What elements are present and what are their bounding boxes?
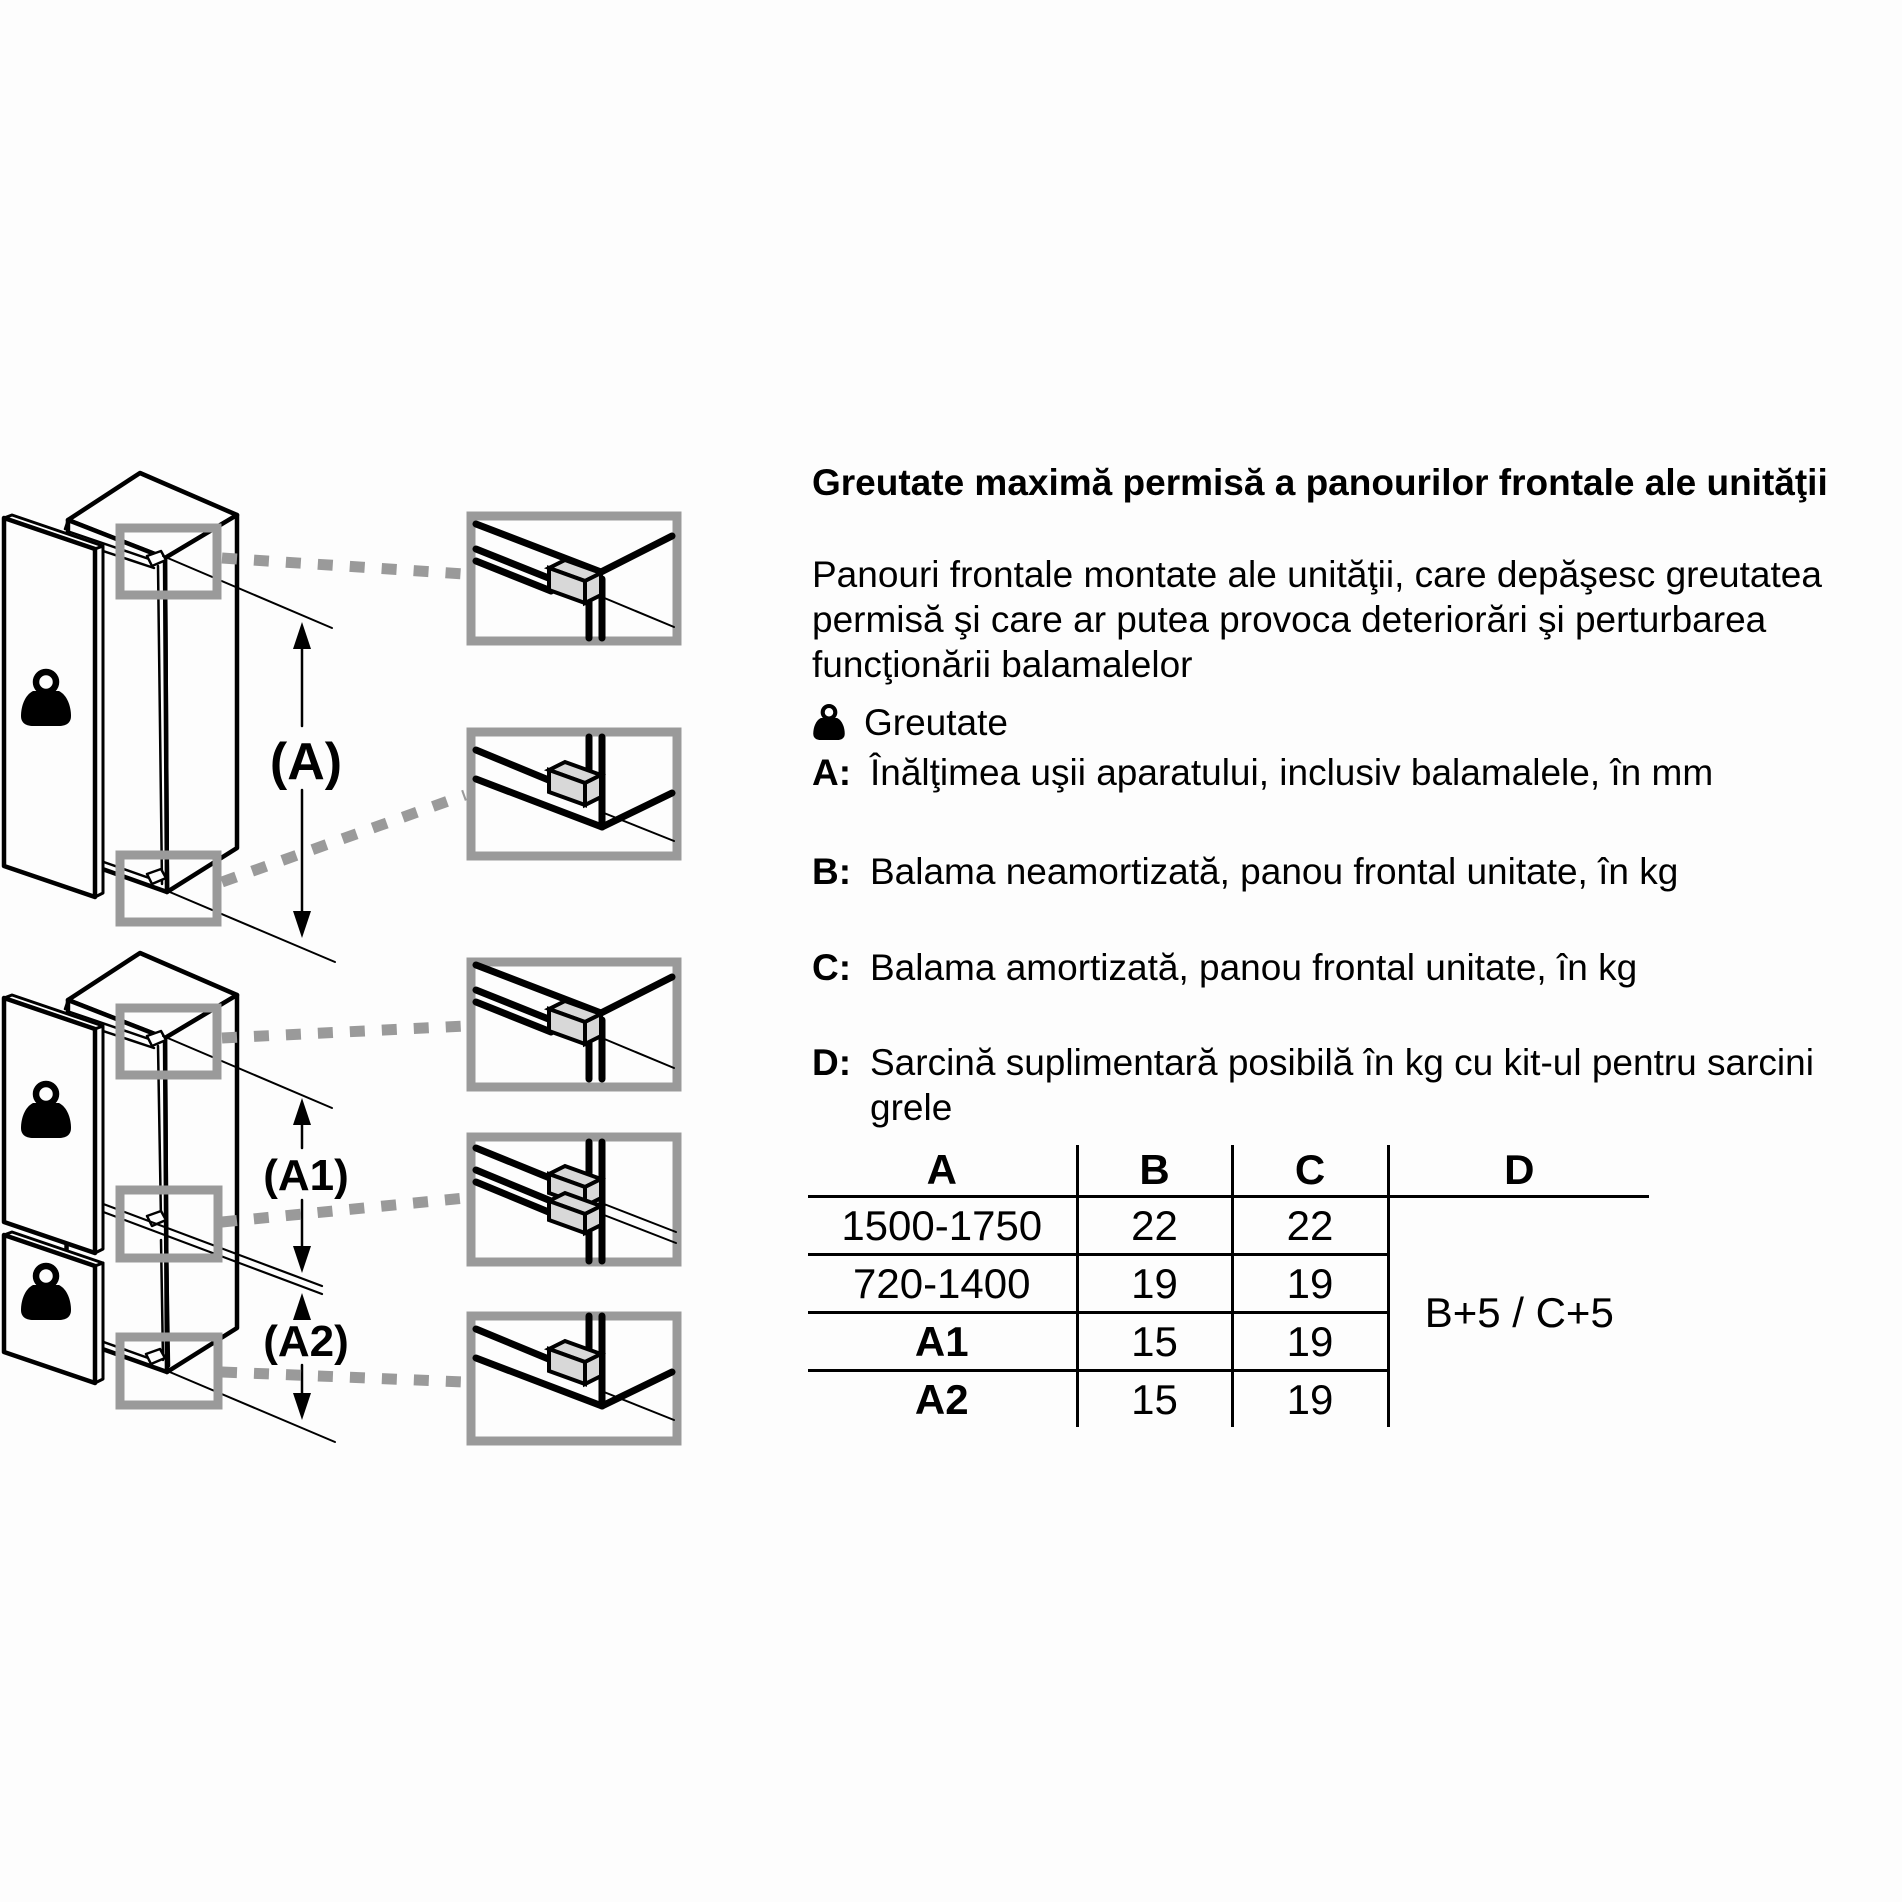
legend-key: B: — [812, 851, 852, 892]
legend-key: D: — [812, 1042, 852, 1083]
legend-item-a — [812, 750, 1874, 795]
cell-c: 22 — [1232, 1197, 1388, 1255]
legend-key: A: — [812, 752, 852, 793]
cell-a: 720-1400 — [808, 1255, 1077, 1313]
front-panel-illustration — [4, 515, 103, 897]
legend-key: C: — [812, 947, 852, 988]
weight-legend-row — [812, 700, 1812, 746]
cell-b: 15 — [1077, 1371, 1232, 1428]
weight-label: Greutate — [864, 702, 1008, 743]
cell-a: A2 — [808, 1371, 1077, 1428]
cell-c: 19 — [1232, 1313, 1388, 1371]
installation-diagram — [0, 0, 760, 1902]
col-header-c: C — [1232, 1145, 1388, 1197]
intro-paragraph: Panouri frontale montate ale unităţii, care depăşesc greutatea permisă şi care ar putea provoca deteriorări şi perturbarea funcţionării balamalelor — [812, 554, 1822, 685]
legend-text: Balama neamortizată, panou frontal unitate, în kg — [870, 851, 1679, 892]
legend-text: Balama amortizată, panou frontal unitate, în kg — [870, 947, 1638, 988]
cell-b: 15 — [1077, 1313, 1232, 1371]
page-title: Greutate maximă permisă a panourilor frontale ale unităţii — [812, 462, 1828, 503]
front-panel-upper-illustration — [4, 995, 103, 1253]
legend-item-b — [812, 849, 1874, 894]
cell-b: 22 — [1077, 1197, 1232, 1255]
col-header-a: A — [808, 1145, 1077, 1197]
weight-spec-table — [808, 1145, 1649, 1427]
col-header-b: B — [1077, 1145, 1232, 1197]
dimension-label-a2: (A2) — [263, 1317, 349, 1366]
cell-a: A1 — [808, 1313, 1077, 1371]
cell-d-span: B+5 / C+5 — [1424, 1288, 1614, 1336]
legend-item-c — [812, 945, 1874, 990]
legend-item-d — [812, 1040, 1874, 1130]
legend-text: Sarcină suplimentară posibilă în kg cu kit-ul pentru sarcini grele — [870, 1042, 1814, 1128]
callout-dashed-lines — [222, 558, 465, 1382]
legend-text: Înălţimea uşii aparatului, inclusiv balamalele, în mm — [870, 752, 1714, 793]
cell-b: 19 — [1077, 1255, 1232, 1313]
cell-a: 1500-1750 — [808, 1197, 1077, 1255]
table-row — [808, 1197, 1649, 1255]
cell-c: 19 — [1232, 1255, 1388, 1313]
table-header-row — [808, 1145, 1649, 1197]
cell-c: 19 — [1232, 1371, 1388, 1428]
col-header-d: D — [1388, 1145, 1649, 1197]
weight-icon — [812, 701, 846, 745]
dimension-label-a1: (A1) — [263, 1151, 349, 1200]
dimension-label-a: (A) — [269, 733, 343, 791]
